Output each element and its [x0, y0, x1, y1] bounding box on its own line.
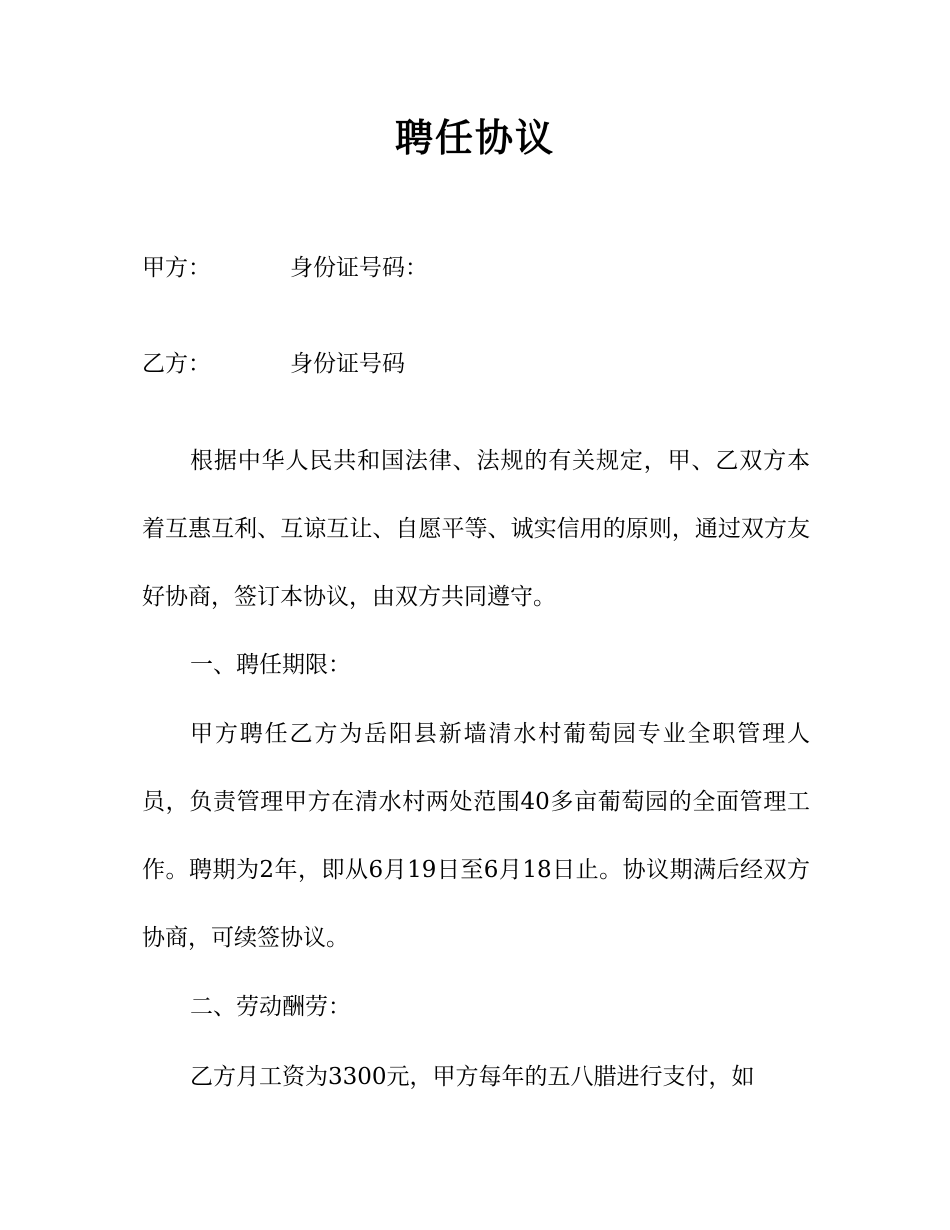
party-a-label: 甲方： — [142, 255, 211, 281]
section-2-paragraph: 乙方月工资为3300元，甲方每年的五八腊进行支付，如 — [190, 1064, 755, 1090]
party-a-id-label: 身份证号码： — [290, 255, 428, 281]
section-2-heading: 二、劳动酬劳： — [190, 994, 351, 1020]
party-b-label: 乙方： — [142, 351, 211, 377]
section-1-heading: 一、聘任期限： — [190, 652, 351, 678]
preamble-paragraph: 根据中华人民共和国法律、法规的有关规定，甲、乙双方本着互惠互利、互谅互让、自愿平等、诚实信用的原则，通过双方友好协商，签订本协议，由双方共同遵守。 — [142, 448, 810, 610]
section-1-paragraph: 甲方聘任乙方为岳阳县新墙清水村葡萄园专业全职管理人员，负责管理甲方在清水村两处范围40多亩葡萄园的全面管理工作。聘期为2年，即从6月19日至6月18日止。协议期满后经双方协商，可续签协议。 — [142, 721, 810, 951]
party-a-line — [142, 252, 428, 284]
party-b-line — [142, 348, 405, 380]
party-b-id-label: 身份证号码 — [290, 351, 405, 377]
document-title: 聘任协议 — [394, 116, 555, 160]
